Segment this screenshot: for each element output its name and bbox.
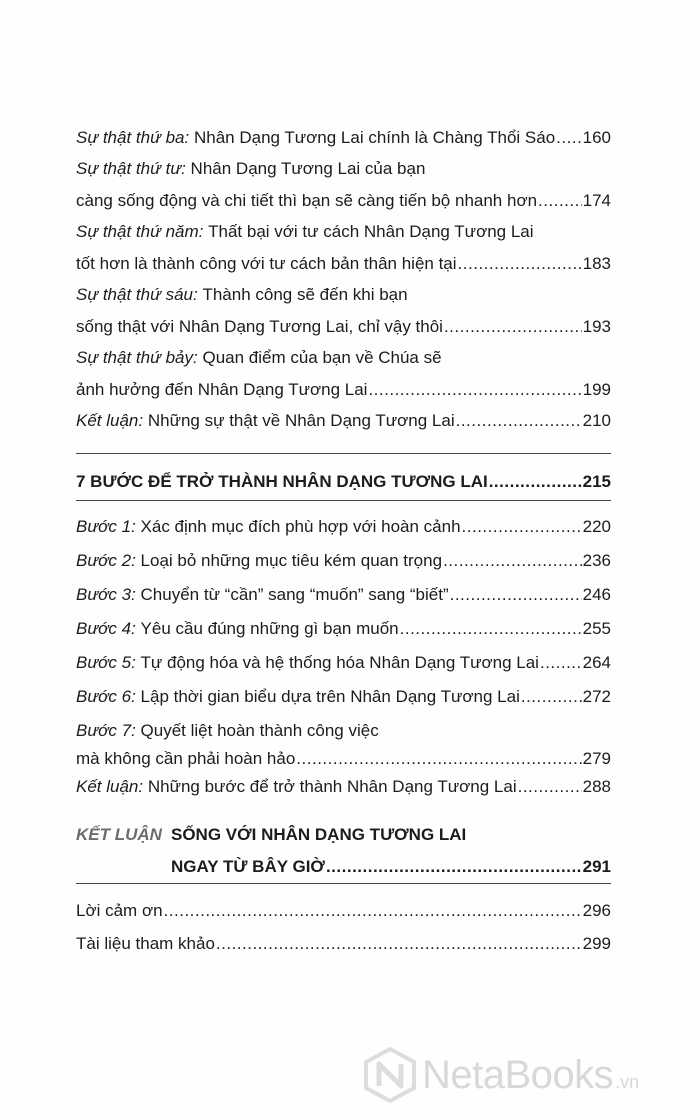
entry-lead: Bước 7: xyxy=(76,721,136,740)
entry-lead: Sự thật thứ năm: xyxy=(76,222,204,241)
page-number: 291 xyxy=(582,857,611,876)
toc-entry[interactable] xyxy=(76,159,611,211)
entry-title: Quyết liệt hoàn thành công việc xyxy=(140,721,379,740)
page-number: 272 xyxy=(582,687,611,706)
conclusion-line-1: SỐNG VỚI NHÂN DẠNG TƯƠNG LAI xyxy=(171,825,467,844)
entry-lead: Kết luận: xyxy=(76,411,144,430)
entry-title: Tự động hóa và hệ thống hóa Nhân Dạng Tương Lai xyxy=(140,653,539,672)
entry-title-cont: càng sống động và chi tiết thì bạn sẽ càng tiến bộ nhanh hơn xyxy=(76,191,538,210)
toc-section-backmatter xyxy=(76,901,611,954)
dot-leader xyxy=(556,128,581,148)
entry-lead: Sự thật thứ bảy: xyxy=(76,348,198,367)
toc-entry[interactable] xyxy=(76,285,611,337)
entry-lead: Bước 6: xyxy=(76,687,136,706)
page-number: 236 xyxy=(582,551,611,570)
dot-leader xyxy=(521,687,582,707)
section-heading[interactable] xyxy=(76,472,611,492)
toc-entry[interactable] xyxy=(76,934,611,954)
page-number: 199 xyxy=(582,380,611,399)
entry-title: Thành công sẽ đến khi bạn xyxy=(202,285,408,304)
dot-leader xyxy=(296,749,581,769)
entry-lead: Sự thật thứ ba: xyxy=(76,128,190,147)
page-number: 279 xyxy=(582,749,611,768)
dot-leader xyxy=(450,585,582,605)
dot-leader xyxy=(164,901,582,921)
page-number: 193 xyxy=(582,317,611,336)
dot-leader xyxy=(400,619,582,639)
section-divider xyxy=(76,500,611,501)
section-divider xyxy=(76,453,611,454)
watermark-brand: NetaBooks xyxy=(422,1052,614,1097)
toc-entry[interactable] xyxy=(76,348,611,400)
dot-leader xyxy=(518,777,582,797)
page-number: 296 xyxy=(582,901,611,920)
dot-leader xyxy=(456,411,582,431)
entry-title: Yêu cầu đúng những gì bạn muốn xyxy=(140,619,399,638)
entry-lead: Bước 4: xyxy=(76,619,136,638)
entry-title: Quan điểm của bạn về Chúa sẽ xyxy=(202,348,442,367)
entry-title: Thất bại với tư cách Nhân Dạng Tương Lai xyxy=(208,222,534,241)
toc-section-steps xyxy=(76,517,611,797)
dot-leader xyxy=(444,317,582,337)
toc-entry[interactable] xyxy=(76,517,611,537)
page-number: 246 xyxy=(582,585,611,604)
page-number: 215 xyxy=(582,472,611,491)
dot-leader xyxy=(443,551,582,571)
netabooks-logo-icon xyxy=(364,1047,416,1103)
page-number: 264 xyxy=(582,653,611,672)
dot-leader xyxy=(458,254,582,274)
entry-lead: Kết luận: xyxy=(76,777,144,796)
entry-lead: Bước 1: xyxy=(76,517,136,536)
page-number: 220 xyxy=(582,517,611,536)
page-number: 160 xyxy=(582,128,611,147)
entry-title: Những bước để trở thành Nhân Dạng Tương Lai xyxy=(147,777,517,796)
dot-leader xyxy=(538,191,582,211)
toc-entry[interactable] xyxy=(76,653,611,673)
conclusion-title xyxy=(171,825,611,877)
toc-entry[interactable] xyxy=(76,551,611,571)
watermark xyxy=(364,1045,639,1105)
entry-title: Nhân Dạng Tương Lai của bạn xyxy=(190,159,426,178)
entry-lead: Bước 3: xyxy=(76,585,136,604)
toc-entry[interactable] xyxy=(76,687,611,707)
entry-lead: Bước 5: xyxy=(76,653,136,672)
toc-entry[interactable] xyxy=(76,128,611,148)
page-number: 255 xyxy=(582,619,611,638)
watermark-suffix: .vn xyxy=(615,1072,640,1092)
section-divider xyxy=(76,883,611,884)
entry-lead: Bước 2: xyxy=(76,551,136,570)
toc-entry[interactable] xyxy=(76,585,611,605)
dot-leader xyxy=(368,380,581,400)
entry-title: Loại bỏ những mục tiêu kém quan trọng xyxy=(140,551,443,570)
toc-entry[interactable] xyxy=(76,777,611,797)
entry-title-cont: sống thật với Nhân Dạng Tương Lai, chỉ vậy thôi xyxy=(76,317,443,336)
dot-leader xyxy=(540,653,582,673)
toc-entry[interactable] xyxy=(76,721,611,769)
toc-entry[interactable] xyxy=(76,411,611,431)
page-number: 210 xyxy=(582,411,611,430)
entry-title-cont: ảnh hưởng đến Nhân Dạng Tương Lai xyxy=(76,380,368,399)
toc-section-truths xyxy=(76,128,611,431)
entry-title-cont: mà không cần phải hoàn hảo xyxy=(76,749,296,768)
section-title: 7 BƯỚC ĐỂ TRỞ THÀNH NHÂN DẠNG TƯƠNG LAI xyxy=(76,472,488,491)
entry-title: Tài liệu tham khảo xyxy=(76,934,215,953)
entry-title: Lập thời gian biểu dựa trên Nhân Dạng Tương Lai xyxy=(140,687,520,706)
entry-lead: Sự thật thứ tư: xyxy=(76,159,186,178)
page-number: 183 xyxy=(582,254,611,273)
dot-leader xyxy=(462,517,582,537)
toc-entry[interactable] xyxy=(76,619,611,639)
dot-leader xyxy=(326,857,582,877)
entry-lead: Sự thật thứ sáu: xyxy=(76,285,198,304)
page-number: 288 xyxy=(582,777,611,796)
conclusion-label: KẾT LUẬN xyxy=(76,825,162,844)
toc-conclusion[interactable] xyxy=(76,825,611,881)
entry-title: Lời cảm ơn xyxy=(76,901,163,920)
entry-title: Những sự thật về Nhân Dạng Tương Lai xyxy=(147,411,455,430)
entry-title: Chuyển từ “cần” sang “muốn” sang “biết” xyxy=(140,585,449,604)
toc-entry[interactable] xyxy=(76,901,611,921)
dot-leader xyxy=(489,472,582,492)
page-number: 174 xyxy=(582,191,611,210)
dot-leader xyxy=(216,934,582,954)
page-number: 299 xyxy=(582,934,611,953)
entry-title-cont: tốt hơn là thành công với tư cách bản thân hiện tại xyxy=(76,254,457,273)
entry-title: Xác định mục đích phù hợp với hoàn cảnh xyxy=(140,517,461,536)
toc-entry[interactable] xyxy=(76,222,611,274)
entry-title: Nhân Dạng Tương Lai chính là Chàng Thổi Sáo xyxy=(193,128,556,147)
conclusion-line-2: NGAY TỪ BÂY GIỜ xyxy=(171,857,325,876)
